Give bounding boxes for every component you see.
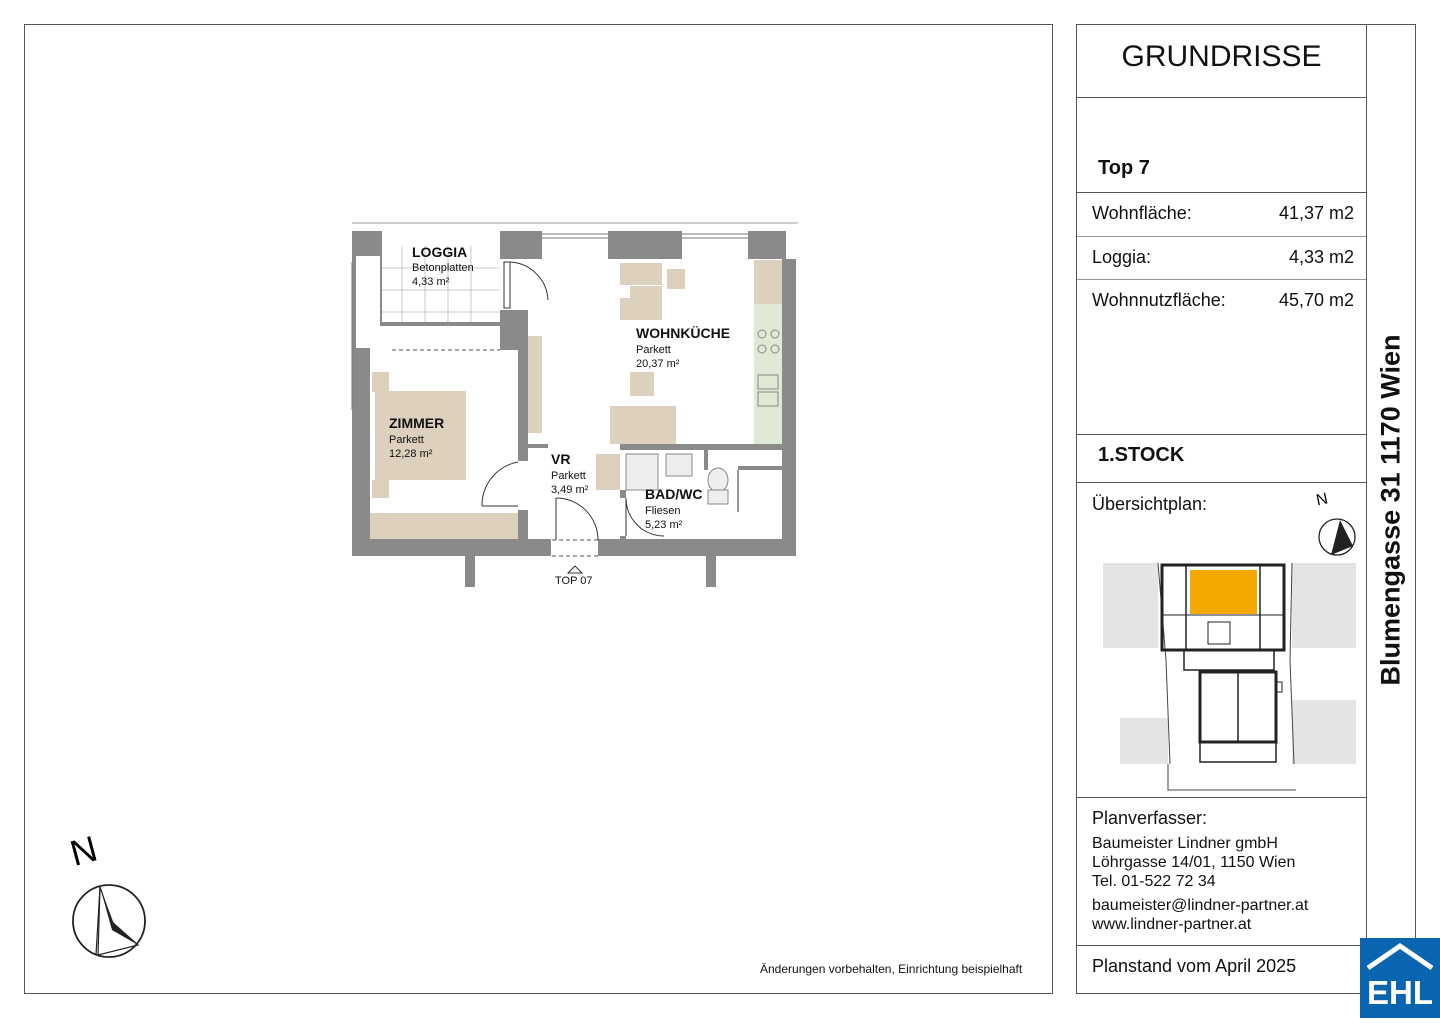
loggia-label: Loggia: xyxy=(1092,247,1152,267)
author-website[interactable]: www.lindner-partner.at xyxy=(1092,916,1252,933)
room-name-bad: BAD/WC xyxy=(645,486,703,502)
usable-area-value: 45,70 m2 xyxy=(1278,290,1354,310)
floor-label: 1.STOCK xyxy=(1098,444,1185,466)
entrance-arrow-icon xyxy=(568,566,582,573)
north-letter: N xyxy=(65,827,102,874)
room-name-wohnkueche: WOHNKÜCHE xyxy=(636,325,731,341)
room-floor-bad: Fliesen xyxy=(645,505,681,517)
area-value: 41,37 m2 xyxy=(1278,203,1354,223)
divider xyxy=(1077,192,1366,193)
room-floor-loggia: Betonplatten xyxy=(412,262,474,274)
floor-plan xyxy=(340,210,810,600)
room-area-zimmer: 12,28 m² xyxy=(389,448,433,460)
loggia-value: 4,33 m2 xyxy=(1288,247,1354,267)
overview-unit-highlight xyxy=(1190,570,1257,614)
room-floor-wohnkueche: Parkett xyxy=(636,344,671,356)
divider xyxy=(1077,945,1366,946)
area-label: Wohnfläche: xyxy=(1092,203,1192,223)
author-email[interactable]: baumeister@lindner-partner.at xyxy=(1092,897,1309,914)
divider xyxy=(1077,97,1366,98)
plan-date: Planstand vom April 2025 xyxy=(1092,956,1297,976)
divider xyxy=(1077,797,1366,798)
author-address: Löhrgasse 14/01, 1150 Wien xyxy=(1092,854,1296,871)
disclaimer: Änderungen vorbehalten, Einrichtung beispielhaft xyxy=(760,962,1023,976)
overview-label: Übersichtplan: xyxy=(1092,494,1208,514)
ehl-logo xyxy=(1360,938,1440,1018)
logo-text: EHL xyxy=(1367,974,1433,1011)
address-vertical: Blumengasse 31 1170 Wien xyxy=(1375,334,1406,686)
room-name-zimmer: ZIMMER xyxy=(389,415,445,431)
north-arrow xyxy=(55,820,165,970)
unit-label: Top 7 xyxy=(1098,157,1150,179)
sidebar-column-divider xyxy=(1366,24,1367,938)
room-floor-vr: Parkett xyxy=(551,470,586,482)
usable-area-label: Wohnnutzfläche: xyxy=(1092,290,1226,310)
overview-north-letter: N xyxy=(1314,490,1330,510)
room-area-vr: 3,49 m² xyxy=(551,484,589,496)
divider xyxy=(1077,236,1366,237)
room-name-loggia: LOGGIA xyxy=(412,244,468,260)
room-floor-zimmer: Parkett xyxy=(389,434,424,446)
overview-site-plan xyxy=(1096,482,1366,798)
room-area-loggia: 4,33 m² xyxy=(412,276,450,288)
divider xyxy=(1077,434,1366,435)
divider xyxy=(1077,279,1366,280)
author-company: Baumeister Lindner gmbH xyxy=(1092,835,1278,852)
author-heading: Planverfasser: xyxy=(1092,808,1208,828)
entrance-label: TOP 07 xyxy=(555,575,593,587)
overview-compass-icon xyxy=(1319,519,1355,555)
room-name-vr: VR xyxy=(551,451,571,467)
sheet-title: GRUNDRISSE xyxy=(1121,40,1322,73)
author-phone: Tel. 01-522 72 34 xyxy=(1092,873,1216,890)
room-area-wohnkueche: 20,37 m² xyxy=(636,358,680,370)
compass-icon xyxy=(73,885,145,957)
room-area-bad: 5,23 m² xyxy=(645,519,683,531)
